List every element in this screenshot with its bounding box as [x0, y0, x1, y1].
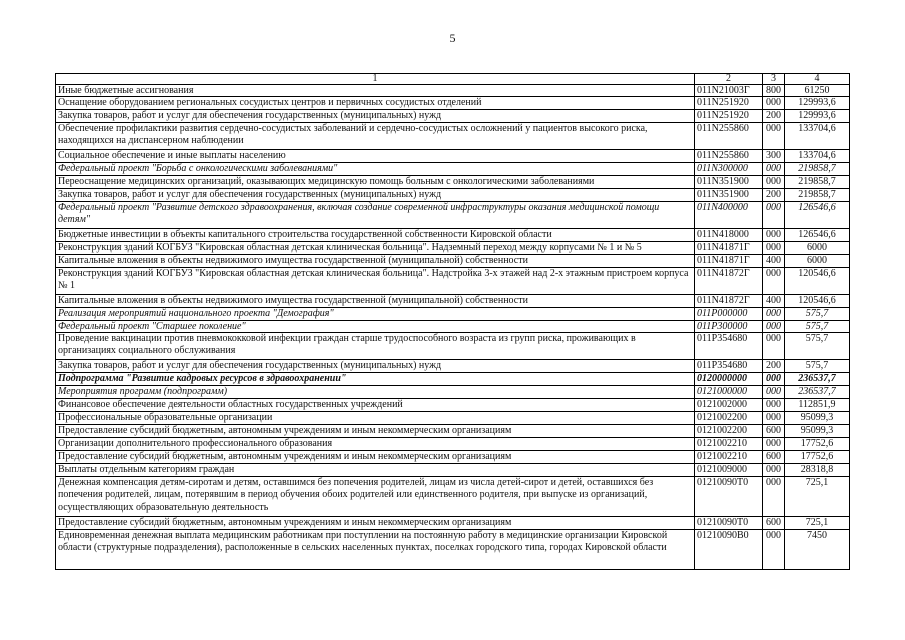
cell-vr: 300 — [763, 150, 785, 163]
cell-code: 01210090Т0 — [695, 517, 763, 530]
cell-vr: 200 — [763, 110, 785, 123]
cell-vr: 000 — [763, 438, 785, 451]
cell-name: Финансовое обеспечение деятельности областных государственных учреждений — [56, 399, 695, 412]
cell-sum: 126546,6 — [785, 229, 850, 242]
cell-code: 011N41872Г — [695, 268, 763, 295]
table-row — [56, 451, 850, 464]
cell-sum: 219858,7 — [785, 189, 850, 202]
cell-sum: 129993,6 — [785, 110, 850, 123]
cell-sum: 236537,7 — [785, 373, 850, 386]
cell-vr: 000 — [763, 268, 785, 295]
cell-vr: 000 — [763, 333, 785, 360]
table-row — [56, 464, 850, 477]
cell-name: Единовременная денежная выплата медицинским работникам при поступлении на постоянную работу в медицинские организации Кировской области (структурные подразделения), расположенные в сельских населенных пунктах, поселках городского типа, городах Кировской области — [56, 530, 695, 570]
cell-vr: 000 — [763, 412, 785, 425]
table-row — [56, 412, 850, 425]
table-row — [56, 97, 850, 110]
cell-name: Федеральный проект "Старшее поколение" — [56, 321, 695, 333]
cell-code: 0121009000 — [695, 464, 763, 477]
cell-code: 011N300000 — [695, 163, 763, 176]
cell-name: Организации дополнительного профессионального образования — [56, 438, 695, 451]
cell-name: Подпрограмма "Развитие кадровых ресурсов в здравоохранении" — [56, 373, 695, 386]
cell-vr: 000 — [763, 202, 785, 229]
cell-name: Выплаты отдельным категориям граждан — [56, 464, 695, 477]
cell-sum: 725,1 — [785, 477, 850, 517]
cell-name: Закупка товаров, работ и услуг для обеспечения государственных (муниципальных) нужд — [56, 110, 695, 123]
cell-vr: 000 — [763, 123, 785, 150]
cell-name: Денежная компенсация детям-сиротам и детям, оставшимся без попечения родителей, лицам из числа детей-сирот и детей, оставшихся без попечения родителей, лицам, потерявшим в период обучения обоих родителей или единственного родителя, при выпуске из организаций, осуществляющих образовательную деятельность — [56, 477, 695, 517]
cell-vr: 200 — [763, 360, 785, 373]
table-row — [56, 123, 850, 150]
cell-sum: 219858,7 — [785, 163, 850, 176]
cell-vr: 000 — [763, 308, 785, 321]
table-row — [56, 176, 850, 189]
cell-code: 011N418000 — [695, 229, 763, 242]
cell-name: Предоставление субсидий бюджетным, автономным учреждениям и иным некоммерческим организациям — [56, 425, 695, 438]
cell-name: Оснащение оборудованием региональных сосудистых центров и первичных сосудистых отделений — [56, 97, 695, 110]
cell-vr: 200 — [763, 189, 785, 202]
cell-vr: 600 — [763, 451, 785, 464]
cell-code: 011P354680 — [695, 360, 763, 373]
cell-code: 011N41872Г — [695, 295, 763, 308]
cell-sum: 120546,6 — [785, 268, 850, 295]
cell-sum: 133704,6 — [785, 150, 850, 163]
cell-name: Профессиональные образовательные организации — [56, 412, 695, 425]
cell-vr: 000 — [763, 321, 785, 333]
header-row — [56, 74, 850, 85]
cell-sum: 725,1 — [785, 517, 850, 530]
cell-vr: 000 — [763, 229, 785, 242]
cell-vr: 000 — [763, 477, 785, 517]
cell-code: 011N351900 — [695, 176, 763, 189]
cell-sum: 17752,6 — [785, 438, 850, 451]
budget-table — [55, 73, 850, 570]
cell-code: 0121002000 — [695, 399, 763, 412]
cell-vr: 000 — [763, 386, 785, 399]
cell-code: 0121002210 — [695, 451, 763, 464]
cell-code: 011N251920 — [695, 97, 763, 110]
cell-code: 011N21003Г — [695, 85, 763, 97]
cell-sum: 95099,3 — [785, 425, 850, 438]
cell-vr: 000 — [763, 373, 785, 386]
cell-name: Капитальные вложения в объекты недвижимого имущества государственной (муниципальной) собственности — [56, 295, 695, 308]
table-row — [56, 242, 850, 255]
cell-code: 011P300000 — [695, 321, 763, 333]
cell-sum: 133704,6 — [785, 123, 850, 150]
cell-vr: 000 — [763, 176, 785, 189]
cell-name: Обеспечение профилактики развития сердечно-сосудистых заболеваний и сердечно-сосудистых осложнений у пациентов высокого риска, находящихся на диспансерном наблюдении — [56, 123, 695, 150]
cell-code: 0121000000 — [695, 386, 763, 399]
header-name: 1 — [56, 74, 695, 85]
cell-code: 011P000000 — [695, 308, 763, 321]
cell-sum: 28318,8 — [785, 464, 850, 477]
table-row — [56, 202, 850, 229]
cell-code: 01210090Т0 — [695, 477, 763, 517]
cell-code: 011N41871Г — [695, 242, 763, 255]
cell-name: Закупка товаров, работ и услуг для обеспечения государственных (муниципальных) нужд — [56, 189, 695, 202]
cell-vr: 000 — [763, 530, 785, 570]
cell-code: 01210090В0 — [695, 530, 763, 570]
table-row — [56, 308, 850, 321]
table-row — [56, 321, 850, 333]
cell-code: 011P354680 — [695, 333, 763, 360]
cell-name: Переоснащение медицинских организаций, оказывающих медицинскую помощь больным с онкологическими заболеваниями — [56, 176, 695, 189]
cell-code: 011N251920 — [695, 110, 763, 123]
cell-sum: 6000 — [785, 255, 850, 268]
cell-name: Предоставление субсидий бюджетным, автономным учреждениям и иным некоммерческим организациям — [56, 517, 695, 530]
header-sum: 4 — [785, 74, 850, 85]
cell-sum: 236537,7 — [785, 386, 850, 399]
cell-sum: 575,7 — [785, 360, 850, 373]
cell-name: Федеральный проект "Борьба с онкологическими заболеваниями" — [56, 163, 695, 176]
cell-sum: 120546,6 — [785, 295, 850, 308]
header-code: 2 — [695, 74, 763, 85]
cell-code: 011N41871Г — [695, 255, 763, 268]
cell-sum: 6000 — [785, 242, 850, 255]
page-number: 5 — [449, 31, 456, 45]
cell-vr: 000 — [763, 464, 785, 477]
cell-code: 011N400000 — [695, 202, 763, 229]
cell-vr: 000 — [763, 163, 785, 176]
table-row — [56, 530, 850, 570]
table-row — [56, 295, 850, 308]
table-row — [56, 268, 850, 295]
table-row — [56, 255, 850, 268]
cell-vr: 800 — [763, 85, 785, 97]
cell-code: 011N255860 — [695, 150, 763, 163]
table-row — [56, 85, 850, 97]
cell-name: Иные бюджетные ассигнования — [56, 85, 695, 97]
cell-sum: 95099,3 — [785, 412, 850, 425]
table-row — [56, 477, 850, 517]
cell-vr: 000 — [763, 399, 785, 412]
cell-code: 0121002200 — [695, 425, 763, 438]
cell-sum: 129993,6 — [785, 97, 850, 110]
table-row — [56, 333, 850, 360]
cell-sum: 575,7 — [785, 333, 850, 360]
cell-name: Закупка товаров, работ и услуг для обеспечения государственных (муниципальных) нужд — [56, 360, 695, 373]
cell-sum: 61250 — [785, 85, 850, 97]
table-row — [56, 517, 850, 530]
table-row — [56, 110, 850, 123]
cell-name: Реконструкция зданий КОГБУЗ "Кировская областная детская клиническая больница". Надстройка 3-х этажей над 2-х этажным пристроем корпуса № 1 — [56, 268, 695, 295]
cell-code: 0121002210 — [695, 438, 763, 451]
cell-code: 011N351900 — [695, 189, 763, 202]
cell-vr: 600 — [763, 425, 785, 438]
table-row — [56, 438, 850, 451]
table-row — [56, 163, 850, 176]
header-vr: 3 — [763, 74, 785, 85]
table-row — [56, 373, 850, 386]
cell-name: Социальное обеспечение и иные выплаты населению — [56, 150, 695, 163]
cell-vr: 000 — [763, 242, 785, 255]
cell-name: Мероприятия программ (подпрограмм) — [56, 386, 695, 399]
cell-code: 0120000000 — [695, 373, 763, 386]
cell-sum: 7450 — [785, 530, 850, 570]
cell-name: Реализация мероприятий национального проекта "Демография" — [56, 308, 695, 321]
cell-vr: 600 — [763, 517, 785, 530]
cell-vr: 400 — [763, 295, 785, 308]
table-row — [56, 229, 850, 242]
table-row — [56, 360, 850, 373]
cell-name: Проведение вакцинации против пневмококковой инфекции граждан старше трудоспособного возраста из групп риска, проживающих в организациях социального обслуживания — [56, 333, 695, 360]
cell-sum: 126546,6 — [785, 202, 850, 229]
table-row — [56, 150, 850, 163]
cell-name: Бюджетные инвестиции в объекты капитального строительства государственной собственности Кировской области — [56, 229, 695, 242]
cell-sum: 219858,7 — [785, 176, 850, 189]
table-row — [56, 425, 850, 438]
table-row — [56, 386, 850, 399]
table-row — [56, 189, 850, 202]
cell-vr: 400 — [763, 255, 785, 268]
cell-sum: 575,7 — [785, 308, 850, 321]
cell-code: 0121002200 — [695, 412, 763, 425]
cell-sum: 575,7 — [785, 321, 850, 333]
cell-sum: 17752,6 — [785, 451, 850, 464]
cell-sum: 112851,9 — [785, 399, 850, 412]
cell-name: Реконструкция зданий КОГБУЗ "Кировская областная детская клиническая больница". Надземный переход между корпусами № 1 и № 5 — [56, 242, 695, 255]
cell-code: 011N255860 — [695, 123, 763, 150]
table-row — [56, 399, 850, 412]
cell-name: Предоставление субсидий бюджетным, автономным учреждениям и иным некоммерческим организациям — [56, 451, 695, 464]
cell-name: Капитальные вложения в объекты недвижимого имущества государственной (муниципальной) собственности — [56, 255, 695, 268]
cell-name: Федеральный проект "Развитие детского здравоохранения, включая создание современной инфраструктуры оказания медицинской помощи детям" — [56, 202, 695, 229]
cell-vr: 000 — [763, 97, 785, 110]
